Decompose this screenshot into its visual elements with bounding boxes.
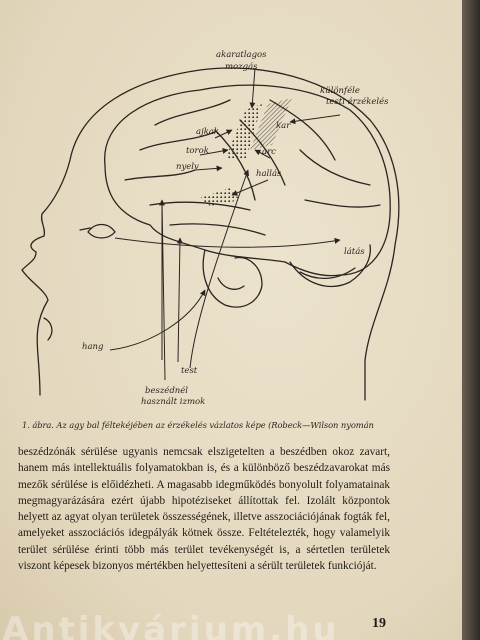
figure-caption: 1. ábra. Az agy bal féltekéjében az érzékelés vázlatos képe (Robeck—Wilson nyomán — [22, 420, 374, 430]
book-spine-shadow — [462, 0, 480, 640]
label-ajkak: ajkak — [196, 127, 220, 137]
watermark-text: Antikvárium.hu — [2, 610, 340, 640]
label-kar: kar — [276, 121, 291, 131]
eye — [88, 225, 115, 239]
label-hasznalt-izmok: használt izmok — [141, 397, 206, 407]
page-number: 19 — [372, 616, 386, 631]
label-kulonfele: különféle — [320, 86, 360, 96]
label-hallas: hallás — [256, 169, 282, 179]
head-outline — [22, 68, 399, 400]
label-beszednel: beszédnél — [145, 386, 189, 396]
label-arc: arc — [262, 147, 276, 157]
label-akaratlagos: akaratlagos — [216, 50, 267, 60]
label-latas: látás — [344, 247, 365, 257]
watermark — [0, 604, 480, 640]
label-nyelv: nyelv — [176, 162, 199, 172]
body-text — [18, 444, 390, 574]
label-test: test — [181, 366, 198, 376]
label-hang: hang — [82, 342, 104, 352]
body-paragraph: beszédzónák sérülése ugyanis nemcsak elszigetelten a beszédben okoz zavart, hanem más intellektuális folyamatokban is, és a különböző beszédzavarokat más mezők sérülése is előidézheti. A magasabb idegműködés bonyolult folyamatainak megmagyarázására ezért újabb hipotéziseket állítottak fel. Izolált központok helyett az agyat olyan területek összességének, illetve asszociációjának fogták fel, amelyeket asszociációs idegpályák kötnek össze. Feltételezték, hogy valamelyik terület sérülése érinti több más terület tevékenységét is, a sértetlen területek viszont képesek bizonyos mértékben helyettesíteni a sérült területek funkcióját. — [18, 446, 390, 573]
label-torok: torok — [186, 146, 209, 156]
label-mozgas: mozgás — [225, 62, 258, 72]
label-testi-erzekeles: testi érzékelés — [326, 97, 389, 107]
